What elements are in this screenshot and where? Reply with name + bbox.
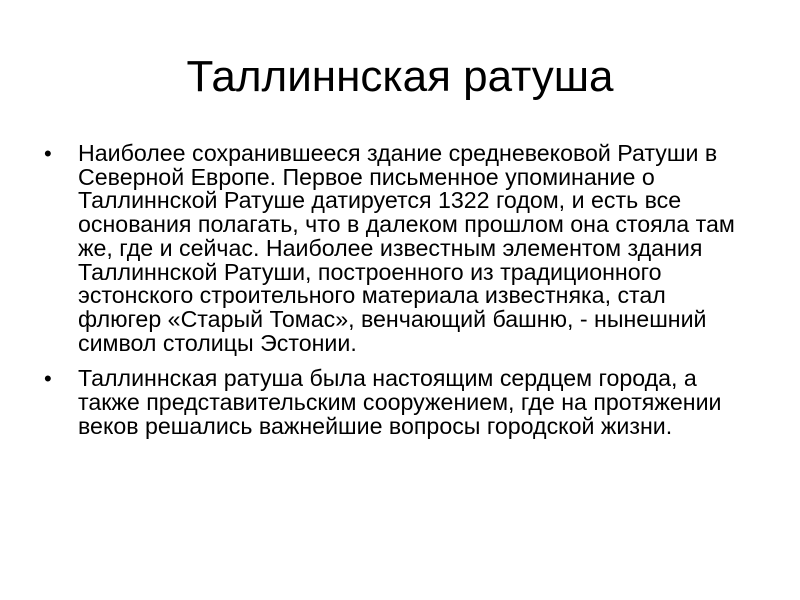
bullet-icon: • bbox=[44, 141, 52, 166]
bullet-list bbox=[42, 142, 754, 450]
slide-title: Таллиннская ратуша bbox=[186, 52, 614, 101]
bullet-item-2 bbox=[42, 367, 754, 438]
bullet-text: Наиболее сохранившееся здание средневековой Ратуши в Северной Европе. Первое письменное упоминание о Таллиннской Ратуше датируется 1322 годом, и есть все основания полагать, что в далеком прошлом она стояла там же, где и сейчас. Наиболее известным элементом здания Таллиннской Ратуши, построенного из традиционного эстонского строительного материала известняка, стал флюгер «Старый Томас», венчающий башню, - нынешний символ столицы Эстонии. bbox=[78, 140, 735, 356]
bullet-text: Таллиннская ратуша была настоящим сердцем города, а также представительским сооружением, где на протяжении веков решались важнейшие вопросы городской жизни. bbox=[78, 365, 722, 439]
bullet-icon: • bbox=[44, 366, 52, 392]
bullet-item-1 bbox=[42, 142, 754, 355]
